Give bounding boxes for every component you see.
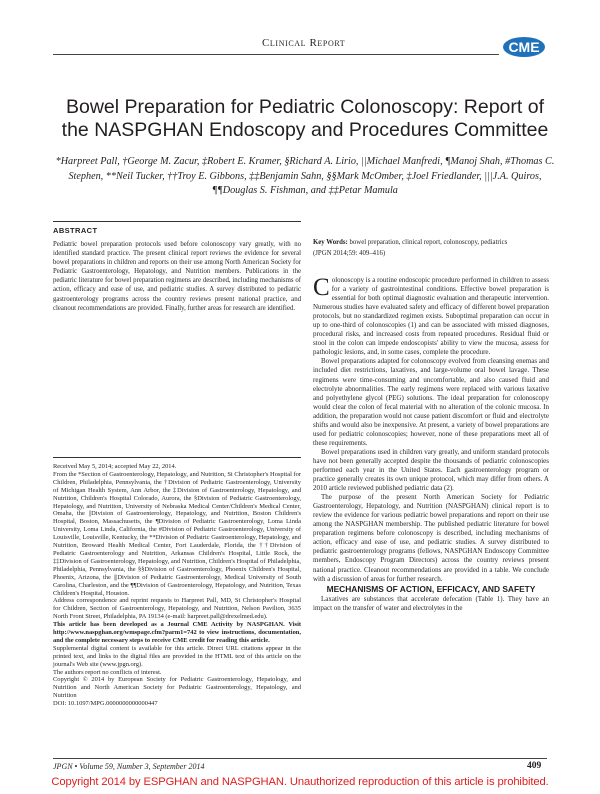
- body-paragraph: Bowel preparations used in children vary greatly, and uniform standard protocols have not been generally accepted despite the thousands of pediatric colonoscopies performed each year in the United States. Each gastroenterology program or practice generally creates its own unique protocol, which may differ from others. A 2010 article reviewed published pediatric data (2).: [313, 447, 549, 493]
- abstract-bottom-rule: [53, 457, 301, 458]
- keywords: [313, 238, 549, 247]
- drop-cap: C: [313, 274, 330, 301]
- running-header: Clinical Report: [262, 37, 346, 49]
- doi: DOI: 10.1097/MPG.0000000000000447: [53, 700, 158, 708]
- abstract-top-rule: [53, 221, 301, 222]
- correspondence: Address correspondence and reprint requests to Harpreet Pall, MD, St Christopher's Hospital for Children, Section of Gastroenterology, Hepatology, and Nutrition, Nelson Pavilion, 3635 North Front Street, Philadelphia, PA 19134 (e-mail: harpreet.pall@drexelmed.edu).: [53, 597, 301, 621]
- body-paragraph: Colonoscopy is a routine endoscopic procedure performed in children to assess for a variety of gastrointestinal conditions. Effective bowel preparation is essential for both optimal diagnostic evaluation and therapeutic intervention. Numerous studies have evaluated safety and efficacy of different bowel preparation protocols, but no standardized regimen exists. Suboptimal preparation can occur in up to one-third of colonoscopies (1) and can be associated with missed diagnoses, procedural risks, and increased costs from repeated procedures. Residual fluid or stool in the colon can impede endoscopists' ability to view the mucosa, assess for pathologic lesions, and, in some cases, complete the procedure.: [313, 274, 549, 357]
- body-paragraph: The purpose of the present North American Society for Pediatric Gastroenterology, Hepatology, and Nutrition (NASPGHAN) clinical report is to review the evidence for various pediatric bowel preparations and report on their use among the NASPGHAN membership. The published pediatric literature for bowel preparation regimens before colonoscopy is described, including mechanisms of action, efficacy and ease of use, and pediatric studies. A survey distributed to pediatric gastroenterology programs (fellows, NASPGHAN Endoscopy Committee members, Endoscopy Program Directors) across the country reviews present national practice. Cleanout recommendations are provided in a table. We conclude with a discussion of areas for further research.: [313, 493, 549, 583]
- supplemental-note: Supplemental digital content is available for this article. Direct URL citations appear in the printed text, and links to the digital files are provided in the HTML text of this article on the journal's Web site (www.jpgn.org).: [53, 644, 301, 668]
- body-paragraph: Laxatives are substances that accelerate defecation (Table 1). They have an impact on the transfer of water and electrolytes in the: [313, 594, 549, 612]
- cme-badge: CME: [503, 37, 545, 57]
- received-date: Received May 5, 2014; accepted May 22, 2014.: [53, 463, 177, 470]
- journal-citation: (JPGN 2014;59: 409–416): [313, 250, 386, 257]
- header-rule: [53, 54, 499, 55]
- article-title: Bowel Preparation for Pediatric Colonoscopy: Report of the NASPGHAN Endoscopy and Procedures Committee: [61, 96, 549, 141]
- copyright-note: Copyright © 2014 by European Society for Pediatric Gastroenterology, Hepatology, and Nutrition and North American Society for Pediatric Gastroenterology, Hepatology, and Nutrition: [53, 676, 301, 700]
- body-paragraph: Bowel preparations adapted for colonoscopy evolved from cleansing enemas and included diet restrictions, laxatives, and large-volume oral bowel lavage. These regimens were time-consuming and uncomfortable, and also caused fluid and electrolyte abnormalities. The early regimens were replaced with various laxative and polyethylene glycol (PEG) solutions. The ideal preparation for colonoscopy would clear the colon of fecal material with no alteration of the colonic mucosa. In addition, the preparation would not cause patient discomfort or fluid and electrolyte shifts and would also be inexpensive. At present, a variety of bowel preparations are used for pediatric colonoscopies; however, none of these preparations meet all of these requirements.: [313, 357, 549, 447]
- article-notes: [53, 463, 301, 708]
- abstract-heading: ABSTRACT: [53, 226, 98, 235]
- section-heading: MECHANISMS OF ACTION, EFFICACY, AND SAFETY: [326, 583, 536, 594]
- keywords-text: bowel preparation, clinical report, colonoscopy, pediatrics: [347, 239, 508, 246]
- keywords-label: Key Words:: [313, 239, 348, 246]
- journal-footer: JPGN • Volume 59, Number 3, September 2014: [53, 762, 205, 771]
- abstract-body: Pediatric bowel preparation protocols used before colonoscopy vary greatly, with no identified standard practice. The present clinical report reviews the evidence for several bowel preparations in children and reports on their use among North American Society for Pediatric Gastroenterology, Hepatology, and Nutrition members. Publications in the pediatric literature for bowel preparation regimens are described, including mechanisms of action, efficacy and ease of use, and pediatric studies. A survey distributed to pediatric gastroenterology programs across the country reviews present national practice, and cleanout recommendations are provided. Finally, further areas for research are identified.: [53, 241, 301, 312]
- conflict-statement: The authors report no conflicts of interest.: [53, 668, 162, 676]
- body-text: [313, 276, 549, 613]
- affiliations: From the *Section of Gastroenterology, Hepatology, and Nutrition, St Christopher's Hospital for Children, Philadelphia, Pennsylvania, the †Division of Pediatric Gastroenterology, University of Michigan Health System, Ann Arbor, the ‡Division of Gastroenterology, Hepatology, and Nutrition, Children's Hospital Colorado, Aurora, the §Division of Pediatric Gastroenterology, Hepatology, and Nutrition, University of Nebraska Medical Center/Children's Medical Center, Omaha, the ||Division of Gastroenterology, Hepatology, and Nutrition, Boston Children's Hospital, Boston, Massachusetts, the ¶Division of Pediatric Gastroenterology, Loma Linda University, Loma Linda, California, the #Division of Pediatric Gastroenterology, University of Louisville, Louisville, Kentucky, the **Division of Pediatric Gastroenterology, Hepatology, and Nutrition, Broward Health Medical Center, Fort Lauderdale, Florida, the ††Division of Pediatric Gastroenterology and Nutrition, Arkansas Children's Hospital, Little Rock, the ‡‡Division of Gastroenterology, Hepatology, and Nutrition, Children's Hospital of Philadelphia, Philadelphia, Pennsylvania, the §§Division of Gastroenterology, Phoenix Children's Hospital, Phoenix, Arizona, the |||Division of Pediatric Gastroenterology, Medical University of South Carolina, Charleston, and the ¶¶Division of Gastroenterology, Hepatology, and Nutrition, Texas Children's Hospital, Houston.: [53, 470, 301, 597]
- copyright-banner: Copyright 2014 by ESPGHAN and NASPGHAN. Unauthorized reproduction of this article is prohibited.: [51, 776, 549, 788]
- footer-rule: [53, 758, 547, 759]
- author-list: *Harpreet Pall, †George M. Zacur, ‡Robert E. Kramer, §Richard A. Lirio, ||Michael Manfredi, ¶Manoj Shah, #Thomas C. Stephen, **Neil Tucker, ††Troy E. Gibbons, ‡‡Benjamin Sahn, §§Mark McOmber, ‡Joel Friedlander, |||J.A. Quiros, ¶¶Douglas S. Fishman, and ‡‡Petar Mamula: [55, 156, 555, 196]
- page-number: 409: [527, 761, 542, 771]
- cme-note: This article has been developed as a Journal CME Activity by NASPGHAN. Visit http://www.naspghan.org/wmspage.cfm?parm1=742 to view instructions, documentation, and the complete necessary steps to receive CME credit for reading this article.: [53, 621, 301, 644]
